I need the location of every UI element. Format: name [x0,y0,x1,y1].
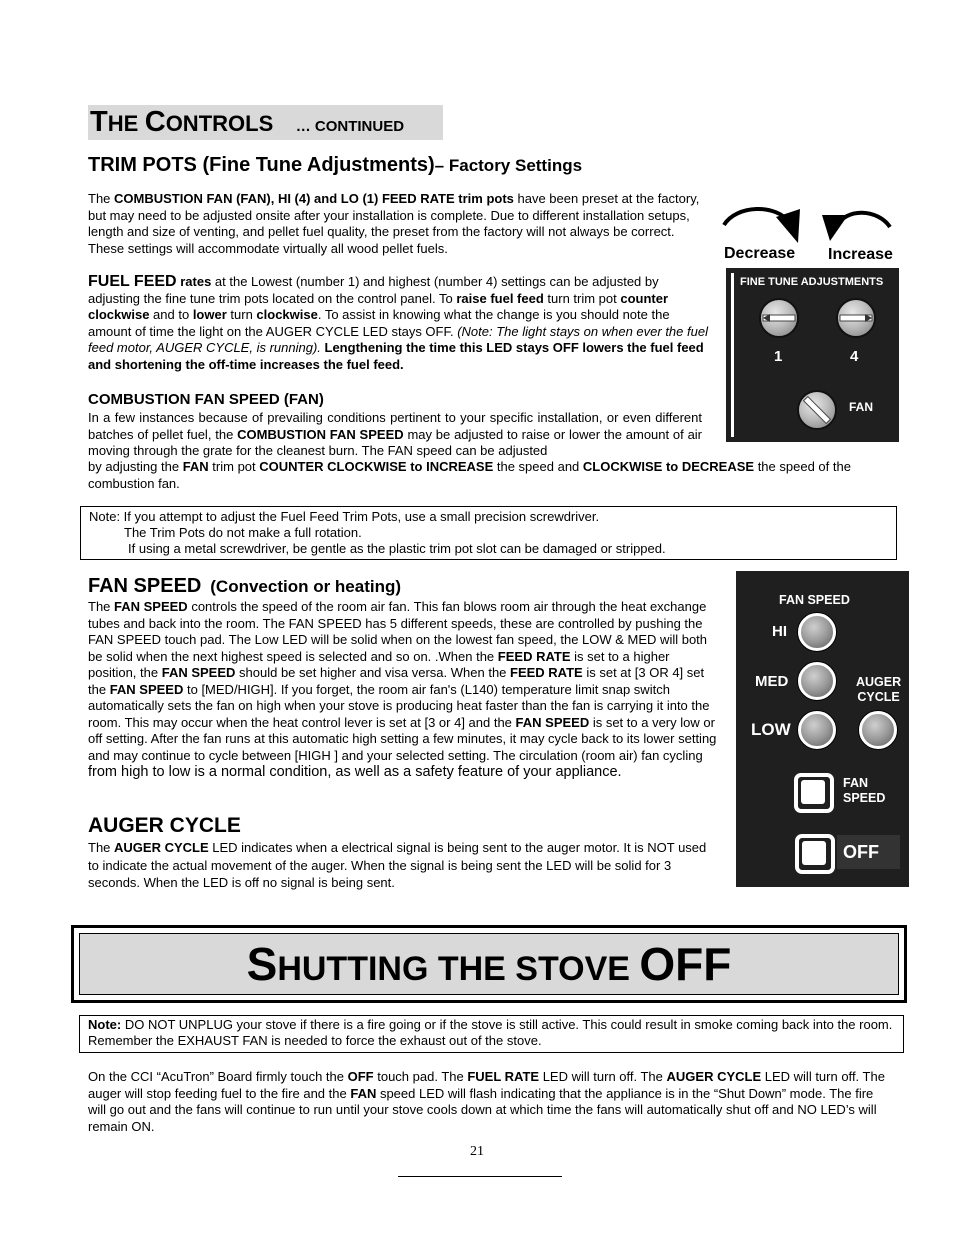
bold-text: FAN SPEED [515,714,590,730]
pot-4-label: 4 [850,348,859,365]
note-line-2: The Trim Pots do not make a full rotation. [124,525,362,540]
fan-label-line-2: SPEED [843,791,886,805]
trim-heading-sub: – Factory Settings [434,156,583,175]
shutdown-title-off: OFF [639,938,732,990]
off-touch-pad[interactable] [795,834,835,874]
fine-tune-panel [726,268,899,442]
control-panel-title: FAN SPEED [779,593,850,607]
auger-cycle-heading: AUGER CYCLE [88,814,241,837]
fuel-feed-lead: FUEL FEED [88,273,177,290]
auger-cycle-label [856,675,901,705]
trim-pot-1[interactable] [759,298,799,338]
title-he: HE [107,111,139,136]
text: the speed and [493,459,583,474]
italic-note: (Note: The light stays on when ever the fuel feed motor, AUGER CYCLE, is running). [88,323,708,355]
bold-text: FAN [182,459,209,474]
low-led [798,711,836,749]
text: In a few instances because of prevailing conditions pertinent to your specific installation, or even different batches of pellet fuel, the [88,410,702,442]
bold-text: FAN SPEED [114,599,188,614]
shutdown-paragraph [88,1069,888,1135]
shutdown-title-rest: HUTTING THE STOVE [277,950,640,988]
text: touch pad. The [373,1069,468,1084]
fan-speed-heading-sub: (Convection or heating) [210,577,402,596]
note-box-trim [80,506,897,560]
text: to [MED/HIGH]. If you forget, the room air fan's (L140) temperature limit snap switch automatically sets the fan on high when your stove is producing heat faster than the fan is carrying it into the room. This may occur when the heat control lever is set at [3 or 4] and the [88,681,710,730]
bold-text: FEED RATE [497,648,571,664]
fan-speed-heading [88,575,401,598]
bold-text: AUGER CYCLE [666,1069,762,1084]
title-ontrols: ONTROLS [165,111,274,136]
shutdown-title-s: S [246,938,278,990]
text: controls the speed of the room air fan. This fan blows room air through the heat exchange tubes and back into the room. The FAN SPEED has 5 different speeds, these are controlled by pushing the FAN SPEED touch pad. The Low LED will be solid when on the lowest fan speed, the LOW & MED will both be solid when the next highest speed is selected and so on. .When the [88,599,708,664]
title-continued: … CONTINUED [295,118,405,135]
pot-slot-icon [761,300,797,336]
bold-text: COUNTER CLOCKWISE to INCREASE [259,459,494,474]
auger-cycle-led [859,711,897,749]
text: by adjusting the [88,459,183,474]
text: LED will turn off. The auger will stop feeding fuel to the fire and the [88,1069,885,1101]
note-line-3: If using a metal screwdriver, be gentle as the plastic trim pot slot can be damaged or stripped. [128,541,666,556]
bold-text: COMBUSTION FAN SPEED [237,426,404,442]
combustion-fan-paragraph-a [88,410,702,460]
text: and to [149,307,193,322]
bold-text: counter clockwise [88,290,669,322]
fine-tune-title: FINE TUNE ADJUSTMENTS [740,276,884,288]
shutdown-note-text [88,1017,895,1049]
bold-text: clockwise [256,307,318,322]
fan-speed-paragraph [88,599,720,781]
text: is set to a higher position, the [88,648,670,680]
text: is set to a very low or off setting. After the fan runs at this automatic high setting a few minutes, it may cycle back to its lower setting and may continue to cycle between [HIGH ] and your selected setting. The circulation (room air) fan cycling [88,714,717,763]
bold-text: COMBUSTION FAN (FAN), HI (4) and LO (1) FEED RATE trim pots [114,191,514,206]
shutdown-title [79,933,899,995]
text: LED indicates when a electrical signal is being sent to the auger motor. It is NOT used to indicate the actual movement of the auger. When the signal is being sent the LED will be solid for 3 seconds. When the LED is off no signal is being sent. [88,840,707,890]
off-label: OFF [843,842,879,862]
bold-text: raise fuel feed [456,290,544,306]
text: speed LED will flash indicating that the appliance is in the “Shut Down” mode. The fire will go out and the fans will continue to run until your stove cools down at which time the fans will automatically shut off and NO LED’s will remain ON. [88,1085,877,1134]
text: have been preset at the factory, but may need to be adjusted onsite after your installation is complete. Due to different installation setups, length and size of venting, and pellet fuel quality, the preset from the factory will not always be correct. These settings will accommodate virtually all wood pellet fuels. [88,191,700,256]
title-t: T [90,106,108,138]
bold-text: rates [176,274,212,289]
bold-text: lower [192,307,227,322]
auger-label-line-2: CYCLE [857,690,900,704]
combustion-fan-heading: COMBUSTION FAN SPEED (FAN) [88,391,324,408]
bold-text: Note: [88,1017,122,1032]
trim-heading-main: TRIM POTS (Fine Tune Adjustments) [88,154,435,176]
bold-text: FAN [350,1085,377,1101]
hi-led [798,613,836,651]
text: the speed of the combustion fan. [88,459,851,491]
pot-slot-icon [838,300,874,336]
text: turn trim pot [543,290,621,306]
trim-pots-heading [88,154,582,177]
trim-pot-fan[interactable] [797,390,837,430]
fan-speed-touch-pad[interactable] [794,773,834,813]
low-label: LOW [751,720,791,739]
decrease-label: Decrease [724,245,796,262]
text: On the CCI “AcuTron” Board firmly touch the [88,1069,348,1084]
combustion-fan-paragraph-b [88,459,888,492]
text: LED will turn off. The [539,1069,667,1084]
text: trim pot [208,459,260,474]
text: from high to low is a normal condition, as well as a safety feature of your appliance. [88,764,622,780]
bold-text: OFF [347,1069,374,1084]
med-label: MED [755,673,789,690]
trim-pot-4[interactable] [836,298,876,338]
title-c: C [144,106,166,138]
shutdown-banner [71,925,907,1003]
pot-1-label: 1 [774,348,783,365]
panel-edge-line [731,273,734,437]
text: is set at [3 OR 4] set the [88,665,705,697]
text: The [88,840,115,855]
bold-text: FEED RATE [510,665,583,680]
med-led [798,662,836,700]
fuel-feed-paragraph [88,274,710,373]
text: The [88,191,115,206]
increase-label: Increase [828,246,893,263]
bold-text: FAN SPEED [161,665,236,680]
text: turn [226,307,257,322]
trim-intro-paragraph [88,191,708,257]
note-box-shutdown [79,1015,904,1053]
auger-label-line-1: AUGER [856,675,902,689]
footer-rule [398,1176,562,1177]
fan-speed-heading-main: FAN SPEED [88,575,202,597]
hi-label: HI [772,623,787,640]
text: The [88,599,115,614]
note-line-1: Note: If you attempt to adjust the Fuel Feed Trim Pots, use a small precision screwdriver. [89,509,600,524]
text: may be adjusted to raise or lower the amount of air moving through the grate for the cleanest burn. The FAN speed can be adjusted [88,426,703,458]
text: should be set higher and visa versa. When the [235,665,511,680]
bold-text: FUEL RATE [467,1069,540,1084]
adjustment-arrows-icon [718,205,902,247]
text: DO NOT UNPLUG your stove if there is a fire going or if the stove is still active. This could result in smoke coming back into the room. Remember the EXHAUST FAN is needed to force the exhaust out of the stove. [88,1017,893,1048]
bold-text: AUGER CYCLE [114,840,209,855]
fan-pot-label: FAN [849,400,873,414]
section-title [88,105,443,140]
bold-text: Lengthening the time this LED stays OFF lowers the fuel feed and shortening the off-time increases the fuel feed. [88,340,704,372]
bold-text: FAN SPEED [109,681,184,697]
text: . To assist in knowing what the change is you should note the amount of time the light on the AUGER CYCLE LED stays OFF. [88,307,670,339]
bold-text: CLOCKWISE to DECREASE [582,459,755,474]
auger-cycle-paragraph [88,839,708,892]
fan-label-line-1: FAN [843,776,868,790]
text: at the Lowest (number 1) and highest (number 4) settings can be adjusted by adjusting the fine tune trim pots located on the control panel. To [88,274,659,306]
pot-slot-icon [799,392,835,428]
page-number: 21 [470,1144,484,1159]
fan-speed-pad-label [843,776,885,806]
fan-speed-control-panel [736,571,909,887]
